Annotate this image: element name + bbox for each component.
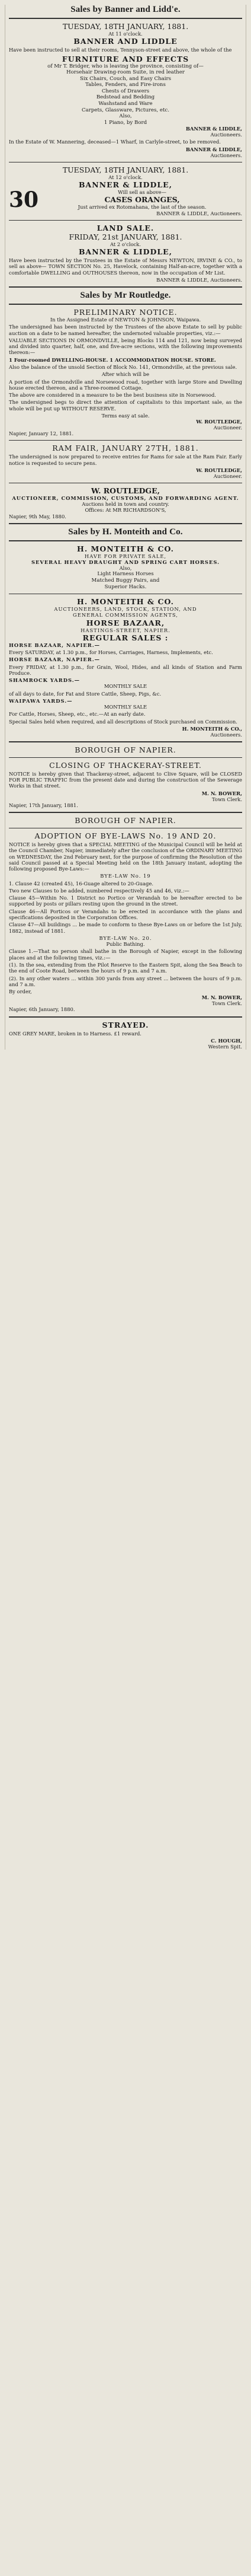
divider (9, 757, 242, 758)
ad-signature: H. MONTEITH & CO., (182, 725, 242, 732)
ad-title: LAND SALE. (96, 223, 155, 232)
ad-sub-heading: WAIPAWA YARDS.— (9, 697, 73, 704)
ad-preliminary-notice (9, 308, 242, 436)
ad-firm: BANNER AND LIDDLE (73, 37, 178, 46)
ad-bye-laws (9, 816, 242, 1013)
list-item: 1 Piano, by Bord (104, 119, 147, 126)
ad-oranges-row (9, 189, 242, 211)
ad-signature: BANNER & LIDDLE, Auctioneers. (156, 277, 242, 283)
ad-body: of all days to date, for Fat and Store Cattle, Sheep, Pigs, &c. (9, 690, 162, 697)
list-item: Washstand and Ware (98, 101, 153, 107)
ad-title: STRAYED. (102, 1020, 149, 1029)
ad-firm: H. MONTEITH & CO. (77, 544, 174, 553)
ad-body: A portion of the Ormondville and Norsewood road, together with large Store and Dwelling house erected thereon, and a Three-roomed Cottage. (9, 378, 242, 391)
ad-line: CASES ORANGES, (104, 195, 180, 205)
ad-dateline: Napier, 6th January, 1880. (9, 1006, 75, 1013)
ad-sub-heading: SHAMROCK YARDS.— (9, 677, 81, 684)
divider (9, 304, 242, 305)
divider (9, 18, 242, 19)
ad-also: Also, (119, 565, 132, 572)
ad-time: At 11 o'clock. (108, 31, 143, 37)
ad-sub-heading: HORSE BAZAAR, NAPIER.— (9, 656, 100, 663)
ad-terms: Terms easy at sale. (101, 413, 150, 419)
ad-body: NOTICE is hereby given that a SPECIAL MEETING of the Municipal Council will be held at the Council Chamber, Napier, immediately after the conclusion of the ORDINARY MEETING on WEDNESDAY, the 2nd February next, for the purpose of confirming the Resolution of the said Council passed at a Special Meeting held on the 18th January instant, adopting the following proposed Bye-Laws:— (9, 841, 242, 872)
list-item: of Mr T. Bridger, who is leaving the province, consisting of— (47, 63, 204, 69)
divider (9, 220, 242, 221)
ad-signature-role: Town Clerk. (212, 1000, 242, 1007)
ad-monteith-card (9, 597, 242, 738)
ad-oranges-sale (9, 165, 242, 216)
ad-estate: In the Estate of W. Mannering, deceased—1 Wharf, in Carlyle-street, to be removed. (9, 139, 221, 145)
ad-body: (1). In the sea, extending from the Pilot Reserve to the Eastern Spit, along the Sea Beach to the end of Coote Road, between the hours of 9 p.m. and 7 a.m. (9, 961, 242, 974)
ad-body: ONE GREY MARE, broken in to Harness. £1 reward. (9, 1030, 141, 1037)
ad-closing-street (9, 745, 242, 808)
ad-title: RAM FAIR, JANUARY 27TH, 1881. (52, 444, 199, 453)
ad-strayed (9, 1021, 242, 1050)
section-header-routledge: Sales by Mr Routledge. (80, 291, 171, 301)
ad-sub-heading: HORSE BAZAAR, NAPIER.— (9, 642, 100, 648)
ad-sub-heading: Public Bathing. (106, 941, 145, 948)
divider (9, 440, 242, 441)
ad-horses-private-sale (9, 544, 242, 590)
ad-body: The undersigned is now prepared to receive entries for Rams for sale at the Ram Fair. Early notice is requested to secure pens. (9, 454, 242, 466)
ad-body: VALUABLE SECTIONS IN ORMONDVILLE, being Blocks 114 and 121, now being surveyed and divided into quarter, half, one, and five-acre sections, with the following improvements thereon:— (9, 337, 242, 356)
ad-furniture-sale (9, 22, 242, 158)
ad-title: CLOSING OF THACKERAY-STREET. (49, 760, 202, 770)
divider (9, 741, 242, 742)
ad-signature: C. HOUGH, (211, 1037, 242, 1044)
ad-body: After which will be (101, 371, 150, 378)
ad-signature-role: Auctioneers. (210, 132, 242, 138)
ad-routledge-card (9, 486, 242, 519)
ad-line: HAVE FOR PRIVATE SALE, (84, 553, 167, 559)
divider (9, 1016, 242, 1018)
ad-signature: BANNER & LIDDLE, (185, 146, 242, 152)
list-item: Chests of Drawers (101, 88, 150, 94)
ad-ram-fair (9, 444, 242, 479)
ad-header: BOROUGH OF NAPIER. (75, 745, 176, 754)
list-item: Horsehair Drawing-room Suite, in red leather (66, 69, 185, 76)
ad-date: FRIDAY, 21st JANUARY, 1881. (69, 232, 182, 241)
ad-body: MONTHLY SALE (104, 704, 147, 710)
ad-signature-role: Auctioneer. (213, 425, 242, 431)
ad-body: Two new Clauses to be added, numbered respectively 45 and 46, viz.:— (9, 887, 189, 894)
ad-dateline: Napier, 9th May, 1880. (9, 513, 66, 519)
ad-time: At 12 o'clock. (108, 174, 143, 180)
ad-signature-role: Auctioneer. (213, 473, 242, 479)
ad-line: Will sell as above— (118, 189, 166, 195)
list-item: Matched Buggy Pairs, and (91, 578, 160, 584)
ad-body: AUCTIONEERS, LAND, STOCK, STATION, AND (54, 606, 197, 613)
list-item: Six Chairs, Couch, and Easy Chairs (79, 75, 172, 82)
ad-name: W. ROUTLEDGE, (91, 486, 160, 495)
ad-body: (2). In any other waters ... within 300 yards from any street ... between the hours of 9 p.m. and 7 a.m. (9, 975, 242, 987)
ad-line: SEVERAL HEAVY DRAUGHT AND SPRING CART HORSES. (31, 559, 220, 566)
divider (9, 812, 242, 813)
ad-time: At 2 o'clock. (110, 241, 141, 247)
ad-signature-role: Auctioneers. (210, 731, 242, 738)
ad-sub-heading: BYE-LAW No. 20. (99, 935, 152, 941)
list-item: Superior Hacks. (104, 584, 147, 590)
list-item: Light Harness Horses (97, 571, 154, 578)
ad-body: Clause 1.—That no person shall bathe in the Borough of Napier, except in the following places and at the following times, viz.:— (9, 948, 242, 961)
ad-signature: BANNER & LIDDLE, Auctioneers. (156, 210, 242, 216)
ad-line: Auctions held in town and country. (82, 501, 169, 508)
divider (9, 286, 242, 288)
ad-regular-sales: REGULAR SALES : (82, 633, 169, 642)
ad-byorder: By order, (9, 989, 32, 995)
ad-body: For Cattle, Horses, Sheep, etc., etc.—At an early date. (9, 711, 146, 718)
ad-heading: FURNITURE AND EFFECTS (62, 54, 189, 63)
ad-body: 1. Clause 42 (created 45), 16-Guage altered to 20-Guage. (9, 880, 153, 887)
ad-body: Every SATURDAY, at 1.30 p.m., for Horses, Carriages, Harness, Implements, etc. (9, 649, 213, 656)
ad-body: GENERAL COMMISSION AGENTS, (73, 612, 178, 619)
divider (9, 523, 242, 524)
ad-title: PRELIMINARY NOTICE. (73, 308, 178, 317)
list-item: Carpets, Glassware, Pictures, etc. (82, 107, 169, 113)
ad-line: Just arrived ex Rotomahana, the last of the season. (78, 204, 207, 211)
ad-signature-role: Town Clerk. (212, 796, 242, 802)
ad-body: MONTHLY SALE (104, 683, 147, 690)
ad-date: TUESDAY, 18TH JANUARY, 1881. (62, 22, 189, 31)
ad-body: The undersigned begs to direct the attention of capitalists to this important sale, as the whole will be put up WITHOUT RESERVE. (9, 399, 242, 412)
ad-signature: M. N. BOWER, (201, 994, 242, 1001)
ad-sub-heading: BYE-LAW No. 19 (100, 873, 151, 879)
ad-body: The undersigned has been instructed by the Trustees of the above Estate to sell by public auction on a date to be named hereafter, the undernoted valuable properties, viz.:— (9, 324, 242, 336)
section-header-banner-liddle: Sales by Banner and Lidd'e. (70, 5, 181, 14)
ad-dateline: Napier, January 12, 1881. (9, 431, 74, 437)
newspaper-page (2, 0, 249, 1050)
ad-estate: In the Assigned Estate of NEWTON & JOHNSON, Waipawa. (50, 317, 201, 323)
section-header-monteith: Sales by H. Monteith and Co. (68, 527, 183, 537)
ad-body: Every FRIDAY, at 1.30 p.m., for Grain, Wool, Hides, and all kinds of Station and Farm Produce. (9, 664, 242, 676)
ad-firm: BANNER & LIDDLE, (78, 247, 172, 257)
ad-body: Clause 47—All buildings ... be made to conform to these Bye-Laws on or before the 1st July, 1882, instead of 1881. (9, 922, 242, 934)
list-item: Tables, Fenders, and Fire-irons (85, 82, 166, 88)
ad-title: ADOPTION OF BYE-LAWS No. 19 AND 20. (34, 831, 217, 840)
ad-body: NOTICE is hereby given that Thackeray-street, adjacent to Clive Square, will be CLOSED FOR PUBLIC TRAFFIC from the present date and during the construction of the Sewerage Works in that street. (9, 770, 242, 789)
list-item: Also, (119, 113, 132, 120)
ad-column (5, 5, 246, 1050)
ad-body: Special Sales held when required, and all descriptions of Stock purchased on Commission. (9, 718, 237, 725)
ad-firm: BANNER & LIDDLE, (78, 180, 172, 189)
ad-body: AUCTIONEER, COMMISSION, CUSTOMS, AND FORWARDING AGENT. (12, 495, 239, 501)
list-item: Bedstead and Bedding (96, 94, 155, 101)
ad-body: HASTINGS-STREET, NAPIER. (81, 627, 170, 633)
ad-offices: Offices: At MR RICHARDSON'S, (85, 507, 166, 514)
ad-land-sale (9, 224, 242, 283)
ad-date: TUESDAY, 18TH JANUARY, 1881. (62, 165, 189, 174)
ad-body: Also the balance of the unsold Section of Block No. 141, Ormondville, at the previous sale. (9, 364, 237, 371)
ad-body: 1 Four-roomed DWELLING-HOUSE. 1 ACCOMMODATION HOUSE. STORE. (9, 356, 216, 363)
ad-intro: Have been instructed to sell at their rooms, Tennyson-street and above, the whole of the (9, 47, 232, 53)
ad-signature: BANNER & LIDDLE, (185, 126, 242, 132)
ad-quantity: 30 (9, 187, 39, 212)
ad-signature: W. ROUTLEDGE, (196, 467, 242, 473)
ad-items-list (9, 571, 242, 590)
ad-signature-role: Auctioneers. (210, 152, 242, 158)
ad-items-list (9, 63, 242, 126)
ad-body: Clause 45—Within No. 1 District no Portico or Verandah to be hereafter erected to be supported by posts or pillars resting upon the ground in the street. (9, 895, 242, 907)
ad-dateline: Napier, 17th January, 1881. (9, 802, 78, 808)
ad-signature: W. ROUTLEDGE, (196, 419, 242, 425)
divider (9, 540, 242, 541)
ad-firm: H. MONTEITH & CO. (77, 597, 174, 607)
ad-body: Clause 46—All Porticos or Verandahs to be erected in accordance with the plans and specifications deposited in the Corporation Offices. (9, 908, 242, 921)
ad-body: Have been instructed by the Trustees in the Estate of Messrs NEWTON, IRVINE & CO., to sell as above— TOWN SECTION No. 25, Havelock, containing Half-an-acre, together with a comfortable DWELLING and OUTHOUSES thereon, now in the occupation of Mr List. (9, 257, 242, 276)
ad-body: The above are considered in a measure to be the best business site in Norsewood. (9, 392, 216, 398)
ad-signature: M. N. BOWER, (201, 790, 242, 796)
ad-body: HORSE BAZAAR, (86, 618, 165, 627)
ad-signature-role: Western Spit. (208, 1043, 242, 1050)
ad-header: BOROUGH OF NAPIER. (75, 815, 176, 825)
